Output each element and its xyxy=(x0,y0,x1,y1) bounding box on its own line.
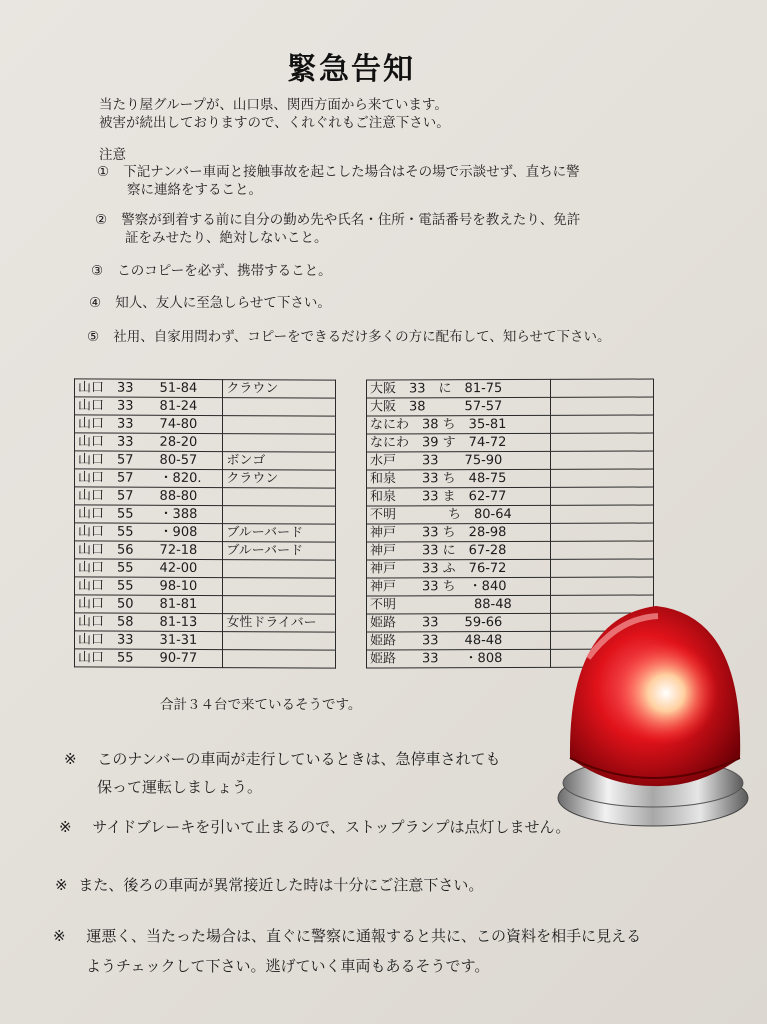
plate-number-cell: 姫路 33 48-48 xyxy=(367,631,551,650)
plate-number-cell: なにわ 38 ち 35-81 xyxy=(367,415,551,434)
plate-number-cell: 山口 33 28-20 xyxy=(75,433,223,452)
vehicle-note-cell xyxy=(223,434,336,453)
notice-heading: 注意 xyxy=(99,147,126,163)
plate-number-cell: 山口 33 81-24 xyxy=(75,397,223,416)
warning-text: 運悪く、当たった場合は、直ぐに警察に通報すると共に、この資料を相手に見える xyxy=(86,927,642,945)
table-row xyxy=(75,433,336,452)
table-row xyxy=(367,541,654,560)
vehicle-note-cell xyxy=(223,560,336,579)
table-row xyxy=(75,379,336,398)
table-row xyxy=(367,523,654,542)
page-title: 緊急告知 xyxy=(287,52,415,87)
table-row xyxy=(367,433,654,452)
plate-number-cell: 山口 33 74-80 xyxy=(75,415,223,434)
note-number: ① xyxy=(97,164,110,180)
plate-number-cell: 水戸 33 75-90 xyxy=(367,451,551,470)
table-row xyxy=(367,577,654,596)
vehicle-note-cell xyxy=(550,559,653,577)
plate-number-cell: 和泉 33 ま 62-77 xyxy=(367,487,551,506)
warning-text: 保って運転しましょう。 xyxy=(97,778,263,796)
plate-number-cell: 神戸 33 ち ・840 xyxy=(367,577,551,596)
vehicle-note-cell xyxy=(223,398,336,417)
note-item xyxy=(89,294,331,312)
vehicle-note-cell xyxy=(550,415,653,433)
warning-text: サイドブレーキを引いて止まるので、ストップランプは点灯しません。 xyxy=(92,818,571,836)
table-row xyxy=(367,559,654,578)
table-row xyxy=(367,505,654,524)
warning-text: ようチェックして下さい。逃げていく車両もあるそうです。 xyxy=(86,957,490,975)
vehicle-note-cell xyxy=(550,577,653,595)
vehicle-note-cell xyxy=(223,488,336,507)
vehicle-note-cell: ボンゴ xyxy=(223,452,336,471)
note-text: このコピーを必ず、携帯すること。 xyxy=(117,263,332,279)
table-row xyxy=(75,649,336,668)
warning-text: このナンバーの車両が走行しているときは、急停車されても xyxy=(97,750,501,768)
warning-mark: ※ xyxy=(59,818,72,836)
note-text: 証をみせたり、絶対しないこと。 xyxy=(125,230,328,246)
note-number: ④ xyxy=(89,295,102,311)
note-text: 社用、自家用問わず、コピーをできるだけ多くの方に配布して、知らせて下さい。 xyxy=(113,329,611,345)
plate-number-cell: 山口 55 90-77 xyxy=(75,649,223,668)
table-row xyxy=(75,595,336,614)
vehicle-note-cell xyxy=(223,632,336,651)
note-text: 察に連絡をすること。 xyxy=(127,182,262,198)
table-row xyxy=(75,415,336,434)
plate-number-cell: 山口 33 51-84 xyxy=(75,379,223,398)
vehicle-note-cell xyxy=(550,397,653,415)
plate-number-cell: 山口 57 80-57 xyxy=(75,451,223,470)
note-item xyxy=(95,211,580,229)
vehicle-note-cell xyxy=(550,523,653,541)
warning-item xyxy=(64,750,501,768)
plate-number-cell: 神戸 33 ふ 76-72 xyxy=(367,559,551,578)
vehicle-note-cell xyxy=(550,451,653,469)
vehicle-note-cell xyxy=(223,650,336,669)
vehicle-note-cell xyxy=(550,469,653,487)
plate-number-cell: 山口 56 72-18 xyxy=(75,541,223,560)
plate-number-cell: 和泉 33 ち 48-75 xyxy=(367,469,551,488)
vehicle-note-cell xyxy=(550,487,653,505)
vehicle-note-cell xyxy=(223,596,336,615)
plate-number-cell: 神戸 33 ち 28-98 xyxy=(367,523,551,542)
total-count: 合計３４台で来ているそうです。 xyxy=(160,697,362,713)
table-row xyxy=(75,397,336,416)
note-text: 警察が到着する前に自分の勤め先や氏名・住所・電話番号を教えたり、免許 xyxy=(121,212,581,228)
plate-number-cell: 山口 33 31-31 xyxy=(75,631,223,650)
note-item xyxy=(91,262,332,280)
plate-number-cell: 山口 55 42-00 xyxy=(75,559,223,578)
table-row xyxy=(75,451,336,470)
plate-number-cell: 山口 55 ・388 xyxy=(75,505,223,524)
vehicle-note-cell xyxy=(223,506,336,525)
plate-number-cell: 姫路 33 59-66 xyxy=(367,613,551,632)
warning-item xyxy=(55,876,483,894)
table-row xyxy=(75,559,336,578)
plate-number-cell: 大阪 33 に 81-75 xyxy=(367,379,551,398)
plate-table-left xyxy=(74,378,336,668)
note-item xyxy=(87,328,611,346)
warning-text: また、後ろの車両が異常接近した時は十分にご注意下さい。 xyxy=(78,876,484,894)
plate-number-cell: 姫路 33 ・808 xyxy=(367,649,551,668)
warning-mark: ※ xyxy=(53,927,66,945)
plate-number-cell: 山口 58 81-13 xyxy=(75,613,223,632)
vehicle-note-cell: ブルーバード xyxy=(223,524,336,543)
red-siren-icon xyxy=(548,598,763,838)
table-row xyxy=(75,469,336,488)
intro-line: 被害が続出しておりますので、くれぐれもご注意下さい。 xyxy=(99,115,450,131)
plate-number-cell: 大阪 38 57-57 xyxy=(367,397,551,416)
table-row xyxy=(367,451,654,470)
plate-number-cell: 不明 ち 80-64 xyxy=(367,505,551,524)
vehicle-note-cell: ブルーバード xyxy=(223,542,336,561)
table-row xyxy=(367,379,654,398)
table-row xyxy=(367,487,654,506)
note-item xyxy=(97,163,580,181)
vehicle-note-cell: クラウン xyxy=(223,470,336,489)
note-number: ⑤ xyxy=(87,329,100,345)
table-row xyxy=(75,505,336,524)
warning-mark: ※ xyxy=(55,876,68,894)
vehicle-note-cell xyxy=(223,416,336,435)
table-row xyxy=(75,487,336,506)
table-row xyxy=(367,469,654,488)
note-text: 下記ナンバー車両と接触事故を起こした場合はその場で示談せず、直ちに警 xyxy=(123,164,580,180)
plate-number-cell: 不明 88-48 xyxy=(367,595,551,614)
plate-number-cell: 山口 50 81-81 xyxy=(75,595,223,614)
plate-number-cell: 神戸 33 に 67-28 xyxy=(367,541,551,560)
note-number: ③ xyxy=(91,263,104,279)
plate-number-cell: 山口 57 88-80 xyxy=(75,487,223,506)
intro-line: 当たり屋グループが、山口県、関西方面から来ています。 xyxy=(99,97,448,113)
vehicle-note-cell xyxy=(550,433,653,451)
plate-number-cell: 山口 55 ・908 xyxy=(75,523,223,542)
table-row xyxy=(75,613,336,632)
vehicle-note-cell: クラウン xyxy=(223,380,336,399)
table-row xyxy=(367,397,654,416)
vehicle-note-cell xyxy=(550,541,653,559)
table-row xyxy=(75,523,336,542)
warning-item xyxy=(59,818,570,836)
warning-item xyxy=(53,927,641,945)
table-row xyxy=(75,577,336,596)
warning-mark: ※ xyxy=(64,750,77,768)
plate-number-cell: 山口 55 98-10 xyxy=(75,577,223,596)
vehicle-note-cell xyxy=(223,578,336,597)
vehicle-note-cell xyxy=(550,505,653,523)
vehicle-note-cell: 女性ドライバー xyxy=(223,614,336,633)
table-row xyxy=(75,631,336,650)
plate-number-cell: 山口 57 ・820. xyxy=(75,469,223,488)
table-row xyxy=(367,415,654,434)
note-number: ② xyxy=(95,212,108,228)
table-row xyxy=(75,541,336,560)
note-text: 知人、友人に至急しらせて下さい。 xyxy=(115,295,331,311)
vehicle-note-cell xyxy=(550,379,653,397)
plate-number-cell: なにわ 39 す 74-72 xyxy=(367,433,551,452)
